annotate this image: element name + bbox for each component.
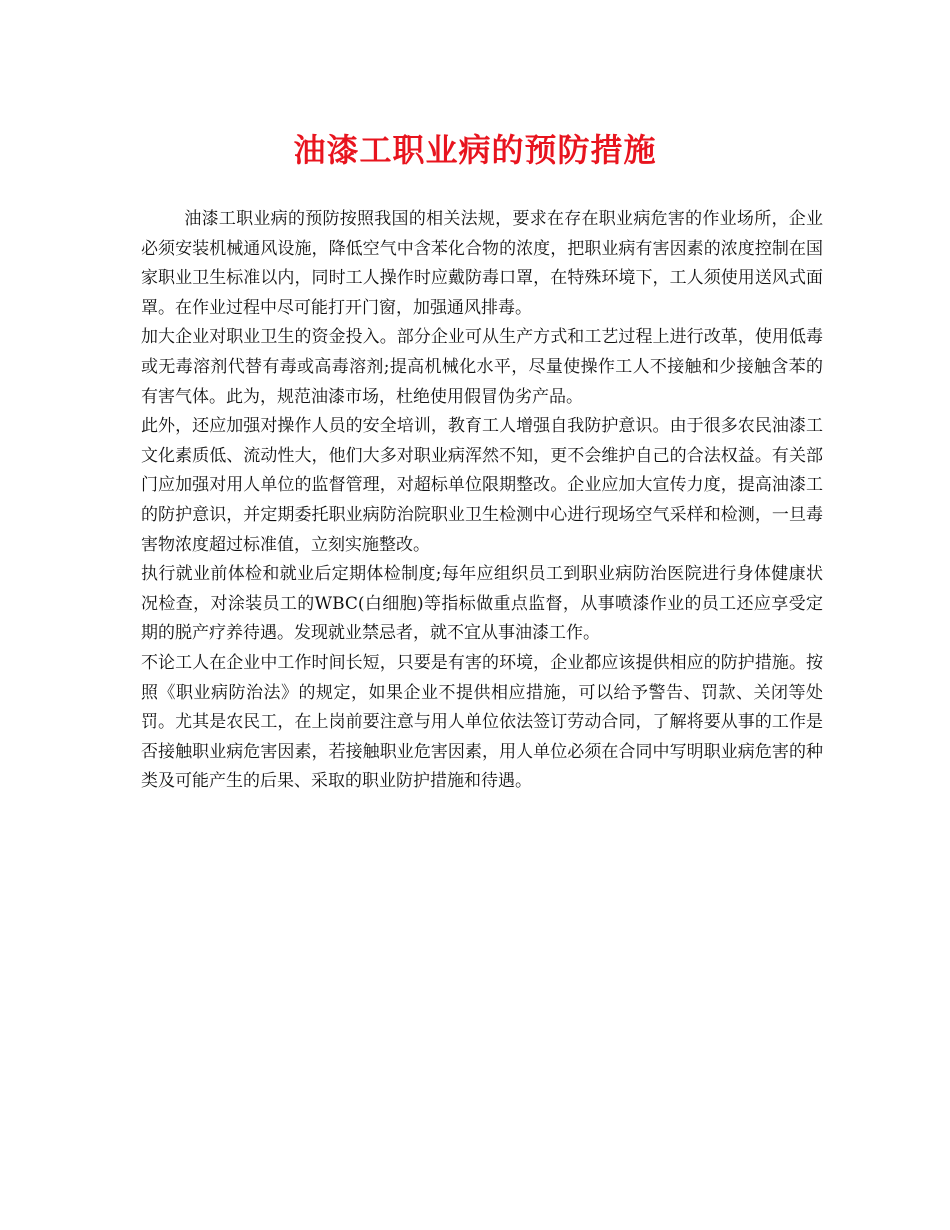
document-title: 油漆工职业病的预防措施 <box>293 131 657 169</box>
paragraph-ventilation: 油漆工职业病的预防按照我国的相关法规，要求在存在职业病危害的作业场所，企业必须安装机械通风设施，降低空气中含苯化合物的浓度，把职业病有害因素的浓度控制在国家职业卫生标准以内，同时工人操作时应戴防毒口罩，在特殊环境下，工人须使用送风式面罩。在作业过程中尽可能打开门窗，加强通风排毒。 <box>141 209 823 318</box>
paragraph-investment: 加大企业对职业卫生的资金投入。部分企业可从生产方式和工艺过程上进行改革，使用低毒或无毒溶剂代替有毒或高毒溶剂;提高机械化水平，尽量使操作工人不接触和少接触含苯的有害气体。此为，规范油漆市场，杜绝使用假冒伪劣产品。 <box>141 327 823 407</box>
paragraph-training: 此外，还应加强对操作人员的安全培训，教育工人增强自我防护意识。由于很多农民油漆工文化素质低、流动性大，他们大多对职业病浑然不知，更不会维护自己的合法权益。有关部门应加强对用人单位的监督管理，对超标单位限期整改。企业应加大宣传力度，提高油漆工的防护意识，并定期委托职业病防治院职业卫生检测中心进行现场空气采样和检测，一旦毒害物浓度超过标准值，立刻实施整改。 <box>141 416 823 555</box>
document-body <box>141 205 823 797</box>
paragraph-legal-rights: 不论工人在企业中工作时间长短，只要是有害的环境，企业都应该提供相应的防护措施。按照《职业病防治法》的规定，如果企业不提供相应措施，可以给予警告、罚款、关闭等处罚。尤其是农民工，在上岗前要注意与用人单位依法签订劳动合同，了解将要从事的工作是否接触职业病危害因素，若接触职业危害因素，用人单位必须在合同中写明职业病危害的种类及可能产生的后果、采取的职业防护措施和待遇。 <box>141 652 823 792</box>
paragraph-health-check: 执行就业前体检和就业后定期体检制度;每年应组织员工到职业病防治医院进行身体健康状况检查，对涂装员工的WBC(白细胞)等指标做重点监督，从事喷漆作业的员工还应享受定期的脱产疗养待遇。发现就业禁忌者，就不宜从事油漆工作。 <box>141 564 823 644</box>
